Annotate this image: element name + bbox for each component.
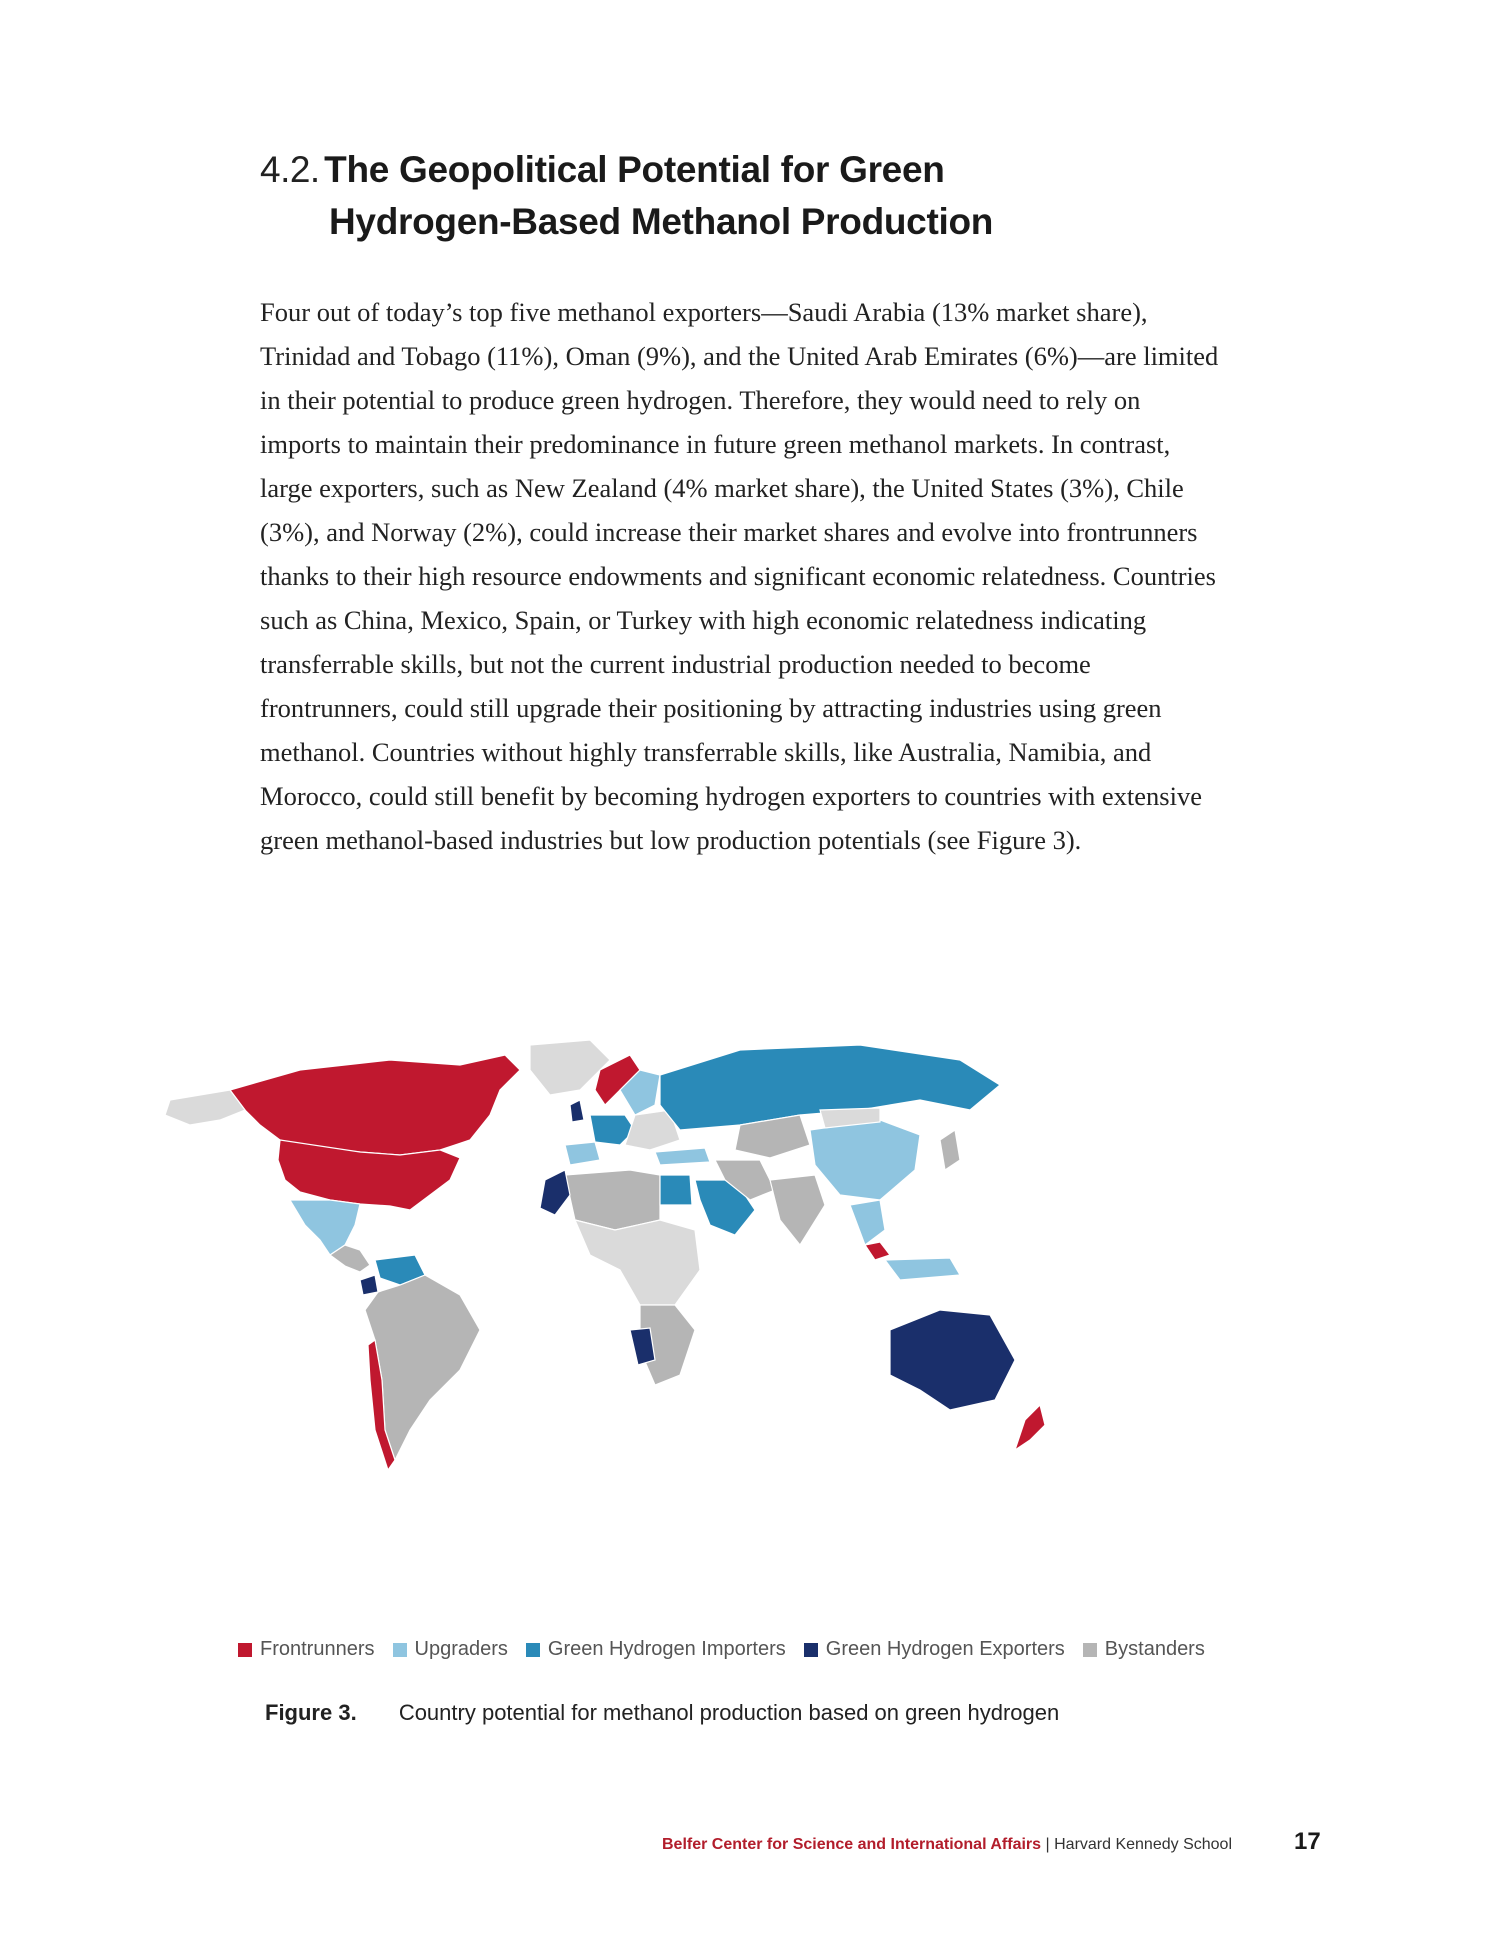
world-map	[160, 1030, 1310, 1530]
region-southeast-asia	[850, 1200, 885, 1245]
region-morocco	[540, 1170, 570, 1215]
legend-label: Upgraders	[414, 1638, 508, 1660]
legend-item-frontrunners	[238, 1638, 375, 1661]
legend-item-bystanders	[1083, 1638, 1205, 1661]
footer-center-name: Belfer Center for Science and International Affairs	[662, 1836, 1042, 1853]
section-heading	[260, 148, 1260, 252]
legend-swatch	[526, 1643, 540, 1657]
region-namibia	[630, 1328, 655, 1365]
region-egypt	[660, 1175, 692, 1205]
region-alaska	[165, 1090, 245, 1125]
section-number: 4.2.	[260, 149, 320, 190]
region-uk	[570, 1100, 584, 1122]
page-footer	[0, 1836, 1232, 1854]
legend-swatch	[393, 1643, 407, 1657]
region-new-zealand	[1015, 1405, 1045, 1450]
region-china	[810, 1120, 920, 1200]
footer-school: Harvard Kennedy School	[1054, 1836, 1232, 1853]
region-central-africa	[575, 1220, 700, 1305]
legend-item-exporters	[804, 1638, 1065, 1661]
heading-line-2	[260, 200, 1260, 252]
region-malaysia	[865, 1242, 890, 1260]
legend-label: Green Hydrogen Importers	[547, 1638, 786, 1660]
region-australia	[890, 1310, 1015, 1410]
legend-label: Bystanders	[1104, 1638, 1205, 1660]
region-ecuador	[360, 1275, 378, 1295]
region-indonesia	[885, 1258, 960, 1280]
page-number: 17	[1294, 1828, 1321, 1855]
legend-swatch	[238, 1643, 252, 1657]
map-legend	[238, 1638, 1338, 1661]
figure-label: Figure 3.	[265, 1700, 357, 1725]
region-japan	[940, 1130, 960, 1170]
region-canada	[230, 1055, 520, 1155]
footer-separator: |	[1041, 1836, 1055, 1853]
section-title-line-2: Hydrogen-Based Methanol Production	[329, 201, 994, 242]
heading-line-1	[260, 148, 1260, 200]
figure-caption-text: Country potential for methanol production based on green hydrogen	[398, 1700, 1060, 1725]
legend-item-importers	[526, 1638, 786, 1661]
body-paragraph: Four out of today’s top five methanol exporters—Saudi Arabia (13% market share), Trinidad and Tobago (11%), Oman (9%), and the United Arab Emirates (6%)—are limited in their potential to produce green hydrogen. Therefore, they would need to rely on imports to maintain their predominance in future green methanol markets. In contrast, large exporters, such as New Zealand (4% market share), the United States (3%), Chile (3%), and Norway (2%), could increase their market shares and evolve into frontrunners thanks to their high resource endowments and significant economic relatedness. Countries such as China, Mexico, Spain, or Turkey with high economic relatedness indicating transferrable skills, but not the current industrial production needed to become frontrunners, could still upgrade their positioning by attracting industries using green methanol. Countries without highly transferrable skills, like Australia, Namibia, and Morocco, could still benefit by becoming hydrogen exporters to countries with extensive green methanol-based industries but low production potentials (see Figure 3).	[260, 297, 1219, 855]
world-map-figure	[160, 1030, 1310, 1530]
section-title-line-1: The Geopolitical Potential for Green	[324, 149, 945, 190]
region-spain	[565, 1142, 600, 1165]
legend-swatch	[804, 1643, 818, 1657]
legend-swatch	[1083, 1643, 1097, 1657]
region-turkey	[655, 1148, 710, 1165]
legend-item-upgraders	[393, 1638, 508, 1661]
body-text	[260, 290, 1220, 862]
legend-label: Frontrunners	[260, 1638, 375, 1660]
legend-label: Green Hydrogen Exporters	[825, 1638, 1065, 1660]
figure-caption	[265, 1700, 1059, 1726]
region-india	[770, 1175, 825, 1245]
